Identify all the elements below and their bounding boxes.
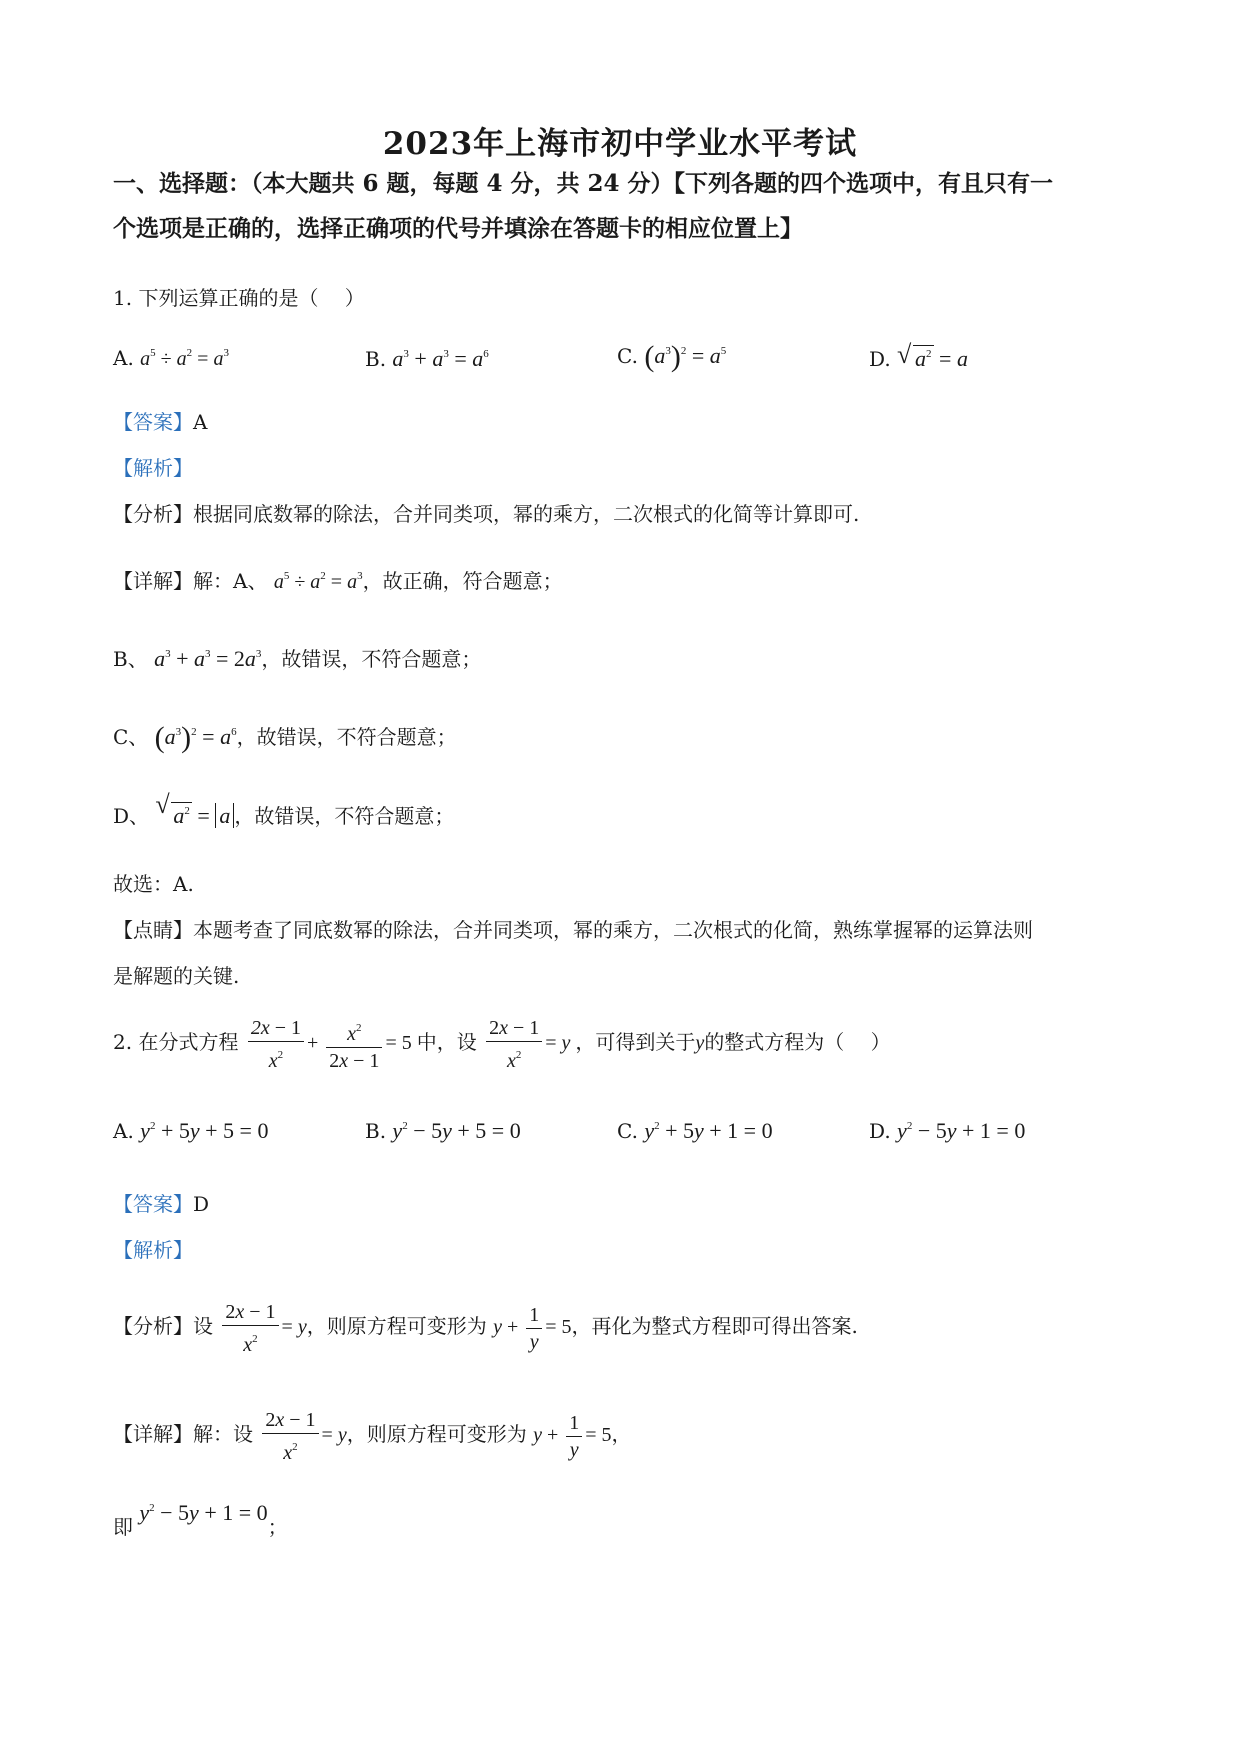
q2-xiangjie-mid: ，则原方程可变形为: [346, 1422, 527, 1446]
q1-xiangjie-d: [113, 790, 455, 830]
q2-analysis-tag: 【解析】: [113, 1238, 193, 1262]
q1-fenxi-text: 根据同底数幂的除法，合并同类项，幂的乘方，二次根式的化简等计算即可.: [193, 502, 860, 526]
q2-fenxi-tag: 【分析】: [113, 1314, 193, 1338]
q1-xiangjie-a: [113, 562, 563, 596]
q1-d-post: ，故错误，不符合题意；: [234, 804, 455, 828]
q2-option-c-formula: $y^2 + 5y + 1 = 0$: [644, 1118, 773, 1143]
q2-substitution: $\frac{2x - 1}{x^2}$ = y: [483, 1032, 575, 1054]
q2-xiangjie-post: ，: [611, 1422, 632, 1446]
q2-ji-pre: 即: [113, 1515, 133, 1539]
q1-choose: 故选：A.: [113, 872, 194, 896]
q1-dianjing-line-1: [113, 916, 1033, 944]
q2-option-b-formula: $y^2 - 5y + 5 = 0$: [392, 1118, 521, 1143]
q2-xiangjie-pre: 解：设: [193, 1422, 253, 1446]
q2-xiangjie-tag: 【详解】: [113, 1422, 193, 1446]
q1-c-formula: $(a^3)^2 = a^6$: [154, 721, 237, 754]
q1-c-pre: C、: [113, 725, 149, 749]
q2-option-d-formula: $y^2 - 5y + 1 = 0$: [897, 1118, 1026, 1143]
q1-stem: 1. 下列运算正确的是（ ）: [113, 286, 365, 310]
q1-xiangjie-b: [113, 640, 481, 673]
q2-stem-post: ，可得到关于: [575, 1030, 696, 1054]
q1-answer-tag: 【答案】: [113, 410, 193, 434]
q1-option-b-formula: $a^3 + a^3 = a^6$: [392, 346, 489, 371]
q1-d-formula: √ $a^2 = a$: [155, 803, 234, 828]
q1-b-pre: B、: [113, 647, 148, 671]
q1-option-c-label: C.: [617, 344, 638, 368]
q2-option-c-label: C.: [617, 1119, 638, 1143]
q2-fenxi-post: ，再化为整式方程即可得出答案.: [571, 1314, 858, 1338]
q1-xiangjie-c: [113, 718, 457, 752]
q2-ji: [113, 1500, 288, 1541]
q2-option-b: [365, 1118, 521, 1144]
q2-stem-end: 的整式方程为（ ）: [704, 1030, 891, 1054]
q2-option-a-formula: $y^2 + 5y + 5 = 0$: [140, 1118, 269, 1143]
q1-dianjing-line-2: 是解题的关键.: [113, 964, 240, 988]
q2-xiangjie-substitution: $\frac{2x - 1}{x^2}$ = y: [259, 1424, 346, 1446]
q1-fenxi: [113, 500, 859, 528]
q2-xiangjie-equation: y + $\frac{1}{y}$ = 5: [533, 1411, 612, 1461]
q2-option-b-label: B.: [365, 1119, 387, 1143]
q1-answer-value: A: [193, 410, 208, 434]
page-title: 2023年上海市初中学业水平考试: [382, 126, 858, 162]
q1-dianjing-tag: 【点睛】: [113, 918, 193, 942]
q2-option-a-label: A.: [113, 1119, 134, 1143]
q2-fenxi: [113, 1294, 858, 1359]
q1-xiangjie-post: ，故正确，符合题意；: [362, 569, 563, 593]
q2-option-d-label: D.: [869, 1119, 891, 1143]
q1-fenxi-tag: 【分析】: [113, 502, 193, 526]
q2-ji-post: ；: [267, 1515, 288, 1539]
q1-option-d: [869, 340, 968, 372]
q1-xiangjie-a-formula: $a^5 \div a^2 = a^3$: [273, 570, 363, 593]
q2-option-c: [617, 1118, 773, 1144]
q2-fenxi-pre: 设: [193, 1314, 213, 1338]
q2-option-a: [113, 1118, 268, 1144]
q2-option-d: [869, 1118, 1025, 1144]
q1-option-a-formula: $a^5 \div a^2 = a^3$: [140, 347, 229, 370]
q2-answer: [113, 1190, 209, 1218]
q2-answer-tag: 【答案】: [113, 1192, 193, 1216]
q1-option-b-label: B.: [365, 347, 387, 371]
q1-option-d-label: D.: [869, 347, 891, 371]
q1-option-c-formula: $(a^3)^2 = a^5$: [644, 340, 727, 373]
q2-equation: $\frac{2x - 1}{x^2}$ + $\frac{x^2}{2x - 1}$ = 5: [245, 1032, 417, 1054]
q2-ji-formula: $y^2 - 5y + 1 = 0$: [139, 1500, 268, 1525]
q1-option-b: [365, 346, 489, 372]
q1-option-a: [113, 346, 229, 371]
section-heading-line-2: 个选项是正确的，选择正确项的代号并填涂在答题卡的相应位置上】: [113, 215, 803, 242]
q1-b-post: ，故错误，不符合题意；: [261, 647, 482, 671]
q2-xiangjie: [113, 1402, 632, 1467]
q2-stem-mid: 中，设: [416, 1030, 477, 1054]
q2-stem-var: y: [695, 1032, 705, 1054]
q2-stem: [113, 1010, 891, 1075]
q2-stem-pre: 2. 在分式方程: [113, 1030, 239, 1054]
q1-answer: [113, 408, 207, 436]
q2-answer-value: D: [193, 1192, 210, 1216]
q1-b-formula: $a^3 + a^3 = 2a^3$: [154, 646, 262, 671]
q1-dianjing-text-1: 本题考查了同底数幂的除法，合并同类项，幂的乘方，二次根式的化简，熟练掌握幂的运算法则: [193, 918, 1033, 942]
q1-option-a-label: A.: [113, 346, 134, 370]
q1-d-pre: D、: [113, 804, 150, 828]
q1-xiangjie-tag: 【详解】: [113, 569, 193, 593]
q1-option-d-formula: √ $a^2 = a$: [897, 340, 968, 371]
q1-analysis-tag: 【解析】: [113, 456, 193, 480]
q1-c-post: ，故错误，不符合题意；: [236, 725, 457, 749]
q2-fenxi-mid: ，则原方程可变形为: [306, 1314, 487, 1338]
q1-xiangjie-pre: 解：A、: [193, 569, 268, 593]
q2-fenxi-equation: y + $\frac{1}{y}$ = 5: [493, 1303, 572, 1353]
q2-fenxi-substitution: $\frac{2x - 1}{x^2}$ = y: [219, 1316, 306, 1338]
section-heading-line-1: 一、选择题：（本大题共 6 题，每题 4 分，共 24 分）【下列各题的四个选项中，有且只有一: [113, 170, 1054, 197]
q1-option-c: [617, 340, 726, 374]
